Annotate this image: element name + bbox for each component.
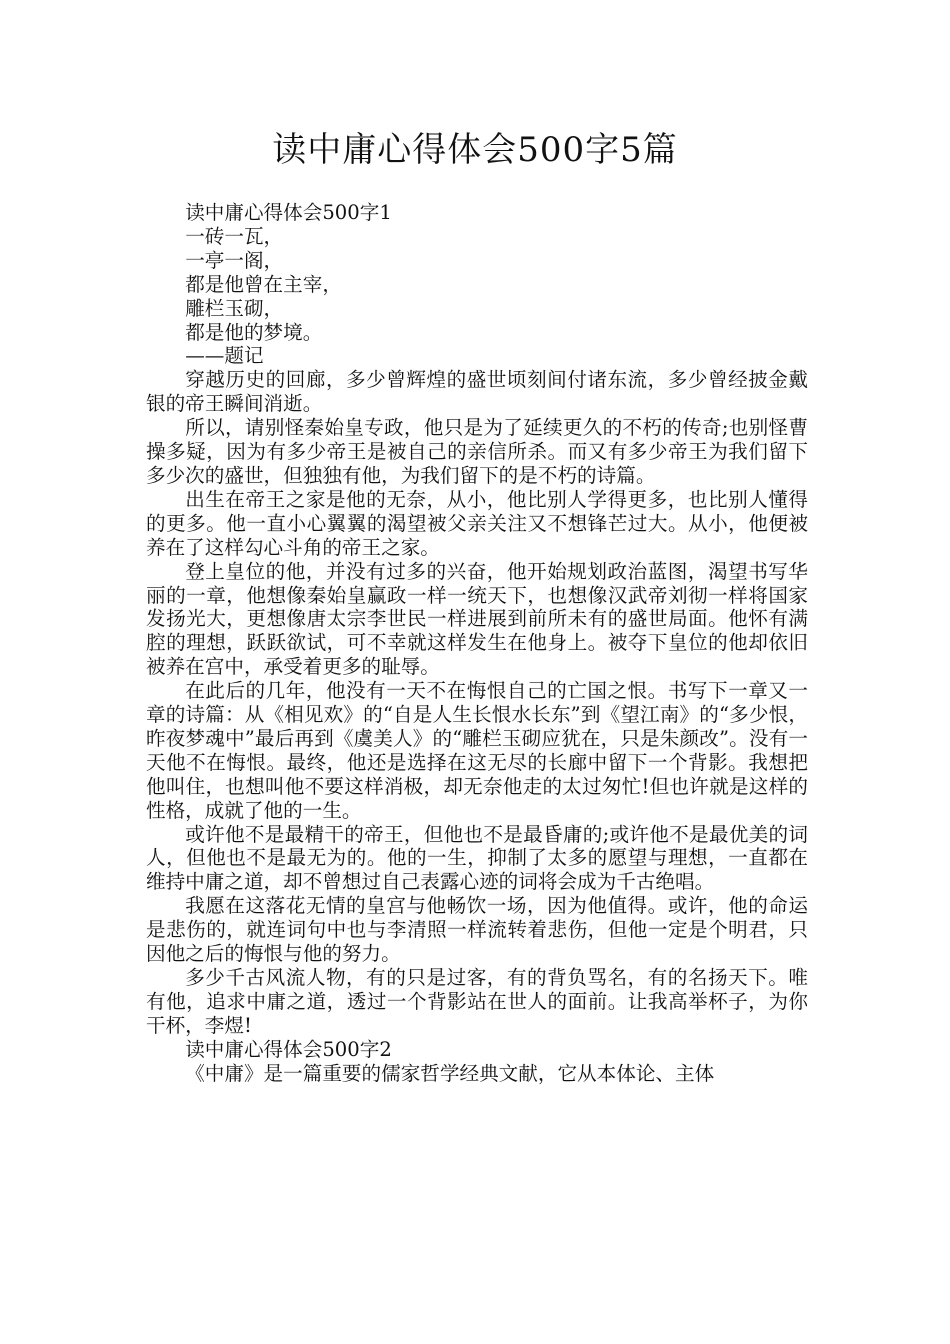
body-paragraph: 登上皇位的他，并没有过多的兴奋，他开始规划政治蓝图，渴望书写华丽的一章，他想像秦始皇赢政一样一统天下，也想像汉武帝刘彻一样将国家发扬光大，更想像唐太宗李世民一样进展到前所未有的盛世局面。他怀有满腔的理想，跃跃欲试，可不幸就这样发生在他身上。被夺下皇位的他却依旧被养在宫中，承受着更多的耻辱。 <box>146 559 808 679</box>
body-paragraph: 所以，请别怪秦始皇专政，他只是为了延续更久的不朽的传奇;也别怪曹操多疑，因为有多少帝王是被自己的亲信所杀。而又有多少帝王为我们留下多少次的盛世，但独独有他，为我们留下的是不朽的诗篇。 <box>146 416 808 487</box>
body-paragraph: 或许他不是最精干的帝王，但他也不是最昏庸的;或许他不是最优美的词人，但他也不是最无为的。他的一生，抑制了太多的愿望与理想，一直都在维持中庸之道，却不曾想过自己表露心迹的词将会成为千古绝唱。 <box>146 822 808 894</box>
document-body <box>146 201 808 1086</box>
section-heading: 读中庸心得体会500字2 <box>185 1037 392 1061</box>
body-paragraph: 多少千古风流人物，有的只是过客，有的背负骂名，有的名扬天下。唯有他，追求中庸之道，透过一个背影站在世人的面前。让我高举杯子，为你干杯，李煜! <box>146 966 808 1037</box>
section-heading: 读中庸心得体会500字1 <box>185 201 392 224</box>
body-paragraph: 我愿在这落花无情的皇宫与他畅饮一场，因为他值得。或许，他的命运是悲伤的，就连词句中也与李清照一样流转着悲伤，但他一定是个明君，只因他之后的悔恨与他的努力。 <box>146 894 808 966</box>
epigraph-attribution: ——题记 <box>185 344 264 368</box>
body-paragraph: 《中庸》是一篇重要的儒家哲学经典文献，它从本体论、主体 <box>185 1061 715 1085</box>
body-paragraph: 出生在帝王之家是他的无奈，从小，他比别人学得更多，也比别人懂得的更多。他一直小心翼翼的渴望被父亲关注又不想锋芒过大。从小，他便被养在了这样勾心斗角的帝王之家。 <box>146 487 808 559</box>
poem-line: 一砖一瓦， <box>185 224 284 248</box>
poem-line: 都是他曾在主宰， <box>185 272 342 296</box>
poem-line: 都是他的梦境。 <box>185 320 323 344</box>
poem-line: 雕栏玉砌， <box>185 296 284 320</box>
document-title: 读中庸心得体会500字5篇 <box>272 130 678 170</box>
body-paragraph: 在此后的几年，他没有一天不在悔恨自己的亡国之恨。书写下一章又一章的诗篇：从《相见欢》的“自是人生长恨水长东”到《望江南》的“多少恨，昨夜梦魂中”最后再到《虞美人》的“雕栏玉砌应犹在，只是朱颜改”。没有一天他不在悔恨。最终，他还是选择在这无尽的长廊中留下一个背影。我想把他叫住，也想叫他不要这样消极，却无奈他走的太过匆忙!但也许就是这样的性格，成就了他的一生。 <box>146 679 808 822</box>
body-paragraph: 穿越历史的回廊，多少曾辉煌的盛世顷刻间付诸东流，多少曾经披金戴银的帝王瞬间消逝。 <box>146 368 808 416</box>
poem-line: 一亭一阁， <box>185 248 284 272</box>
